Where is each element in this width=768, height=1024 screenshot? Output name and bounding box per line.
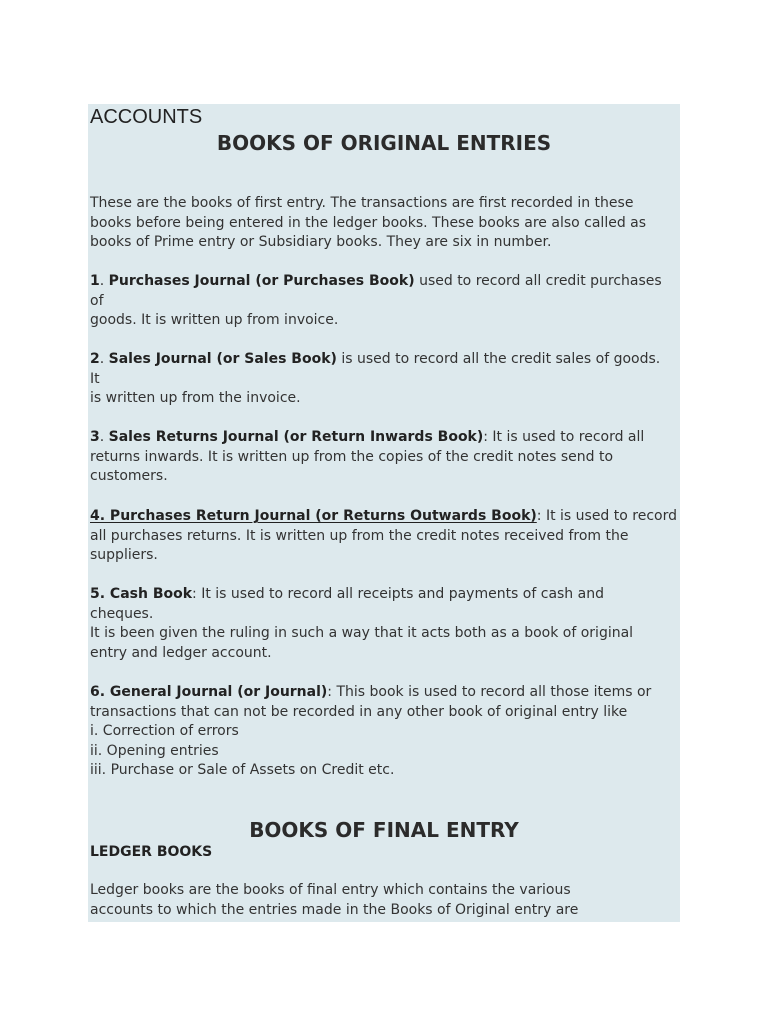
text-line: It [90,370,100,387]
text-line: suppliers. [90,547,158,564]
text-line: iii. Purchase or Sale of Assets on Credit etc. [90,762,395,779]
text-line: i. Correction of errors [90,723,239,740]
item-number: 1 [90,273,100,289]
text-line: transactions that can not be recorded in any other book of original entry like [90,703,628,720]
item-separator: . [99,351,109,367]
text-line: is written up from the invoice. [90,390,301,407]
text-line: ii. Opening entries [90,742,219,759]
list-item [90,350,678,409]
intro-paragraph [90,194,678,253]
item-heading-line [90,272,678,292]
final-paragraph [90,881,678,920]
text-line: Ledger books are the books of final entry which contains the various [90,882,571,898]
text-line: books of Prime entry or Subsidiary books. They are six in number. [90,234,552,251]
item-heading-line [90,428,678,448]
item-number: 2 [90,351,100,367]
item-description: : It is used to record [536,508,677,524]
item-heading-line [90,507,678,527]
text-line: entry and ledger account. [90,644,272,661]
text-line: all purchases returns. It is written up from the credit notes received from the [90,527,629,544]
text-line: returns inwards. It is written up from the copies of the credit notes send to [90,448,614,465]
list-item [90,272,678,331]
item-description: : It is used to record all receipts and payments of cash and [192,586,604,602]
item-title: Sales Returns Journal (or Return Inwards Book) [108,429,484,445]
section-subheading: LEDGER BOOKS [90,844,213,860]
item-heading-line [90,350,678,370]
item-title: 4. Purchases Return Journal (or Returns Outwards Book) [90,508,537,524]
item-title: 5. Cash Book [90,586,193,602]
item-separator: . [99,273,109,289]
text-line: goods. It is written up from invoice. [90,312,339,329]
item-title: Purchases Journal (or Purchases Book) [108,273,415,289]
item-description: is used to record all the credit sales of goods. [336,351,661,367]
page-title: BOOKS OF ORIGINAL ENTRIES [216,131,552,155]
item-description: : This book is used to record all those items or [327,684,652,700]
text-line: accounts to which the entries made in the Books of Original entry are [90,901,579,918]
text-line: books before being entered in the ledger books. These books are also called as [90,214,647,231]
item-number: 3 [90,429,100,445]
section-heading: BOOKS OF FINAL ENTRY [249,818,519,842]
list-item [90,428,678,487]
text-line: customers. [90,468,168,485]
item-separator: . [99,429,109,445]
text-line: These are the books of first entry. The transactions are first recorded in these [90,195,634,211]
item-heading-line [90,585,678,605]
item-title: Sales Journal (or Sales Book) [108,351,337,367]
text-line: cheques. [90,605,154,622]
text-line: It is been given the ruling in such a way that it acts both as a book of original [90,625,634,642]
item-heading-line [90,683,678,703]
item-description: used to record all credit purchases [414,273,662,289]
list-item [90,585,678,663]
document-page [88,104,680,922]
section-label: ACCOUNTS [90,106,203,128]
list-item [90,507,678,566]
item-title: 6. General Journal (or Journal) [90,684,328,700]
text-line: of [90,292,104,309]
item-description: : It is used to record all [483,429,645,445]
list-item [90,683,678,781]
